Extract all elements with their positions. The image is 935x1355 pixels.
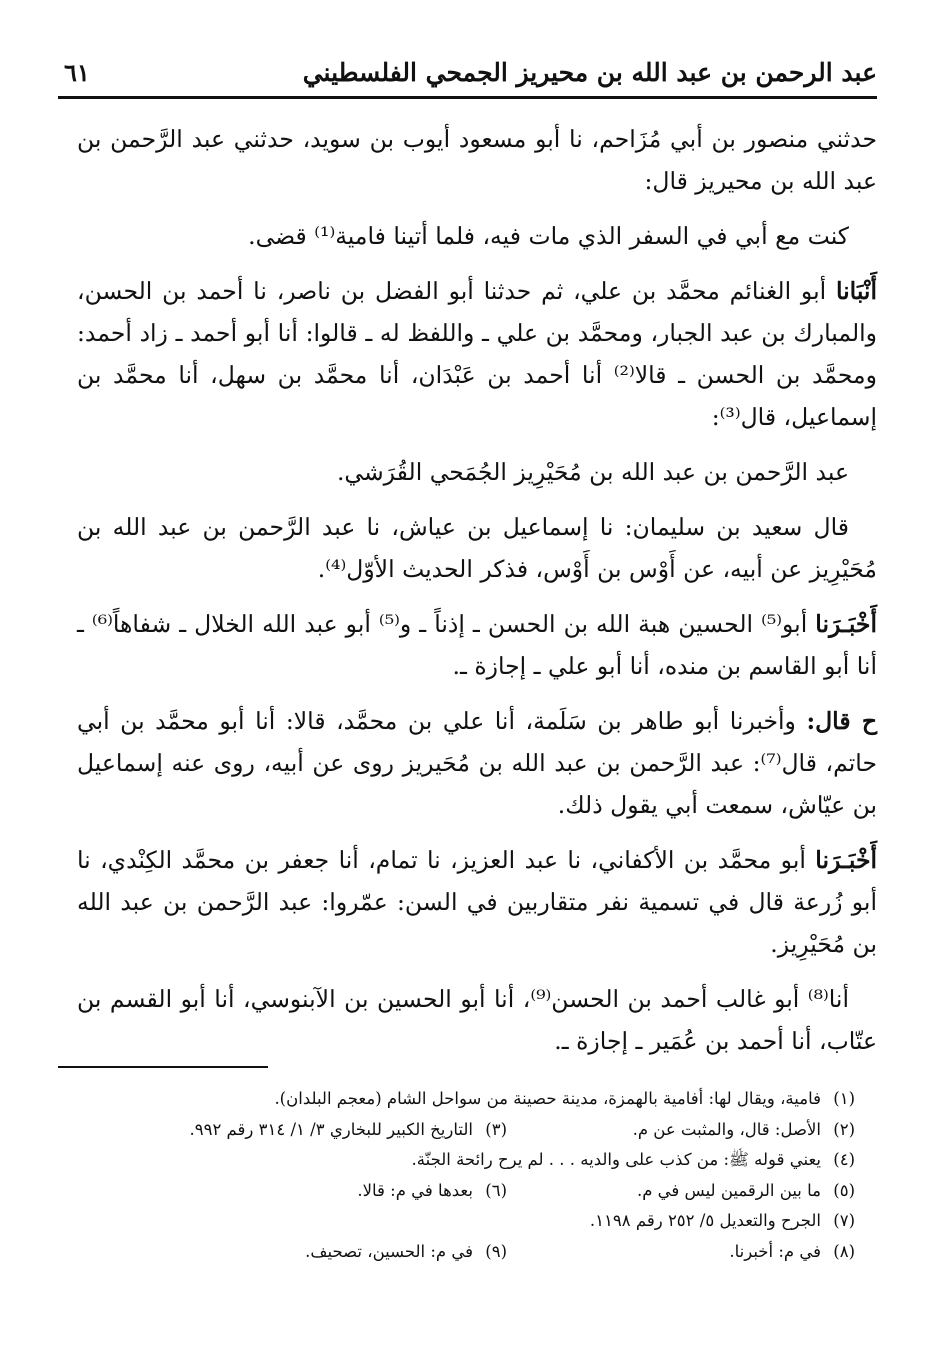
paragraph-text: أنا⁽⁸⁾ أبو غالب أحمد بن الحسن⁽⁹⁾، أنا أبو الحسين بن الآبنوسي، أنا أبو القسم بن عتّاب، أنا أحمد بن عُمَير ـ إجازة ـ. [77,985,877,1055]
footnote [189,1115,507,1146]
paragraph-8 [77,839,877,965]
footnote-number: (٨) [833,1241,855,1261]
footnote-text: في م: الحسين، تصحيف. [305,1241,473,1261]
paragraph-lead: أَخْبَـرَنا [815,610,877,638]
paragraph-text: أبو الغنائم محمَّد بن علي، ثم حدثنا أبو الفضل بن ناصر، نا أحمد بن الحسن، والمبارك بن عبد الجبار، ومحمَّد بن علي ـ واللفظ له ـ قالوا: أنا أبو أحمد ـ زاد أحمد: ومحمَّد بن الحسن ـ قالا⁽²⁾ أنا أحمد بن عَبْدَان، أنا محمَّد بن سهل، أنا محمَّد بن إسماعيل، قال⁽³⁾: [77,277,877,431]
paragraph-lead: ح قال: [806,707,877,735]
paragraph-lead: أَخْبَـرَنا [815,846,877,874]
footnote-number: (٢) [833,1119,855,1139]
footnote-line [77,1206,877,1237]
footnotes [77,1084,877,1267]
paragraph-lead: أَنْبَانا [835,277,877,305]
footnote [633,1115,855,1146]
footnote-number: (٣) [485,1119,507,1139]
footnote-text: التاريخ الكبير للبخاري ٣/ ١/ ٣١٤ رقم ٩٩٢. [189,1119,473,1139]
page-number: ٦١ [64,58,90,87]
paragraph-text: كنت مع أبي في السفر الذي مات فيه، فلما أتينا فامية⁽¹⁾ قضى. [248,222,849,250]
paragraph-text: أبو محمَّد بن الأكفاني، نا عبد العزيز، نا تمام، أنا جعفر بن محمَّد الكِنْدي، نا أبو زُرعة قال في تسمية نفر متقاربين في السن: عمّروا: عبد الرَّحمن بن عبد الله بن مُحَيْرِيز. [77,846,877,958]
paragraph-6 [77,603,877,687]
paragraph-text: عبد الرَّحمن بن عبد الله بن مُحَيْرِيز الجُمَحي القُرَشي. [336,458,849,486]
footnote-line [77,1145,877,1176]
footnote [637,1176,855,1207]
paragraph-7 [77,700,877,826]
footnote-line [77,1115,877,1146]
paragraph-4 [77,451,877,493]
paragraph-3 [77,270,877,438]
footnote-number: (١) [833,1089,855,1108]
footnote-number: (٤) [833,1150,855,1169]
footnote-number: (٧) [833,1211,855,1230]
footnote-text: الجرح والتعديل ٥/ ٢٥٢ رقم ١١٩٨. [589,1211,821,1230]
paragraph-text: أبو⁽⁵⁾ الحسين هبة الله بن الحسن ـ إذناً ـ و⁽⁵⁾ أبو عبد الله الخلال ـ شفاهاً⁽⁶⁾ ـ أنا أبو القاسم بن منده، أنا أبو علي ـ إجازة ـ. [77,610,877,680]
footnote-number: (٦) [485,1180,507,1200]
footnote [357,1176,507,1207]
page-header [58,56,877,99]
footnote [274,1084,855,1115]
footnote-line [77,1084,877,1115]
footnote-text: ما بين الرقمين ليس في م. [636,1180,821,1200]
main-text [77,118,877,1075]
paragraph-text: حدثني منصور بن أبي مُزَاحم، نا أبو مسعود أيوب بن سويد، حدثني عبد الرَّحمن بن عبد الله بن محيريز قال: [77,125,877,195]
footnote-line [77,1176,877,1207]
footnote-text: الأصل: قال، والمثبت عن م. [632,1119,821,1139]
footnote-number: (٩) [485,1241,507,1261]
paragraph-text: وأخبرنا أبو طاهر بن سَلَمة، أنا علي بن محمَّد، قالا: أنا أبو محمَّد بن أبي حاتم، قال⁽⁷⁾: عبد الرَّحمن بن عبد الله بن مُحَيريز روى عن أبيه، روى عنه إسماعيل بن عيّاش، سمعت أبي يقول ذلك. [77,707,877,819]
footnote-text: يعني قوله ﷺ: من كذب على والديه . . . لم يرح رائحة الجنّة. [411,1150,821,1169]
running-title: عبد الرحمن بن عبد الله بن محيريز الجمحي الفلسطيني [302,58,877,87]
footnote [729,1237,855,1268]
footnote-text: فامية، ويقال لها: أفامية بالهمزة، مدينة حصينة من سواحل الشام (معجم البلدان). [274,1089,821,1108]
footnote [305,1237,507,1268]
footnote-line [77,1237,877,1268]
footnote-text: بعدها في م: قالا. [357,1180,473,1200]
footnote-text: في م: أخبرنا. [729,1241,821,1261]
paragraph-5 [77,506,877,590]
paragraph-1 [77,118,877,202]
footnote-number: (٥) [833,1180,855,1200]
footnote [412,1145,856,1176]
paragraph-2 [77,215,877,257]
paragraph-text: قال سعيد بن سليمان: نا إسماعيل بن عياش، نا عبد الرَّحمن بن عبد الله بن مُحَيْرِيز عن أبيه، عن أَوْس بن أَوْس، فذكر الحديث الأوّل⁽⁴⁾. [77,513,877,583]
paragraph-9 [77,978,877,1062]
footnote-divider [58,1066,268,1068]
footnote [590,1206,855,1237]
